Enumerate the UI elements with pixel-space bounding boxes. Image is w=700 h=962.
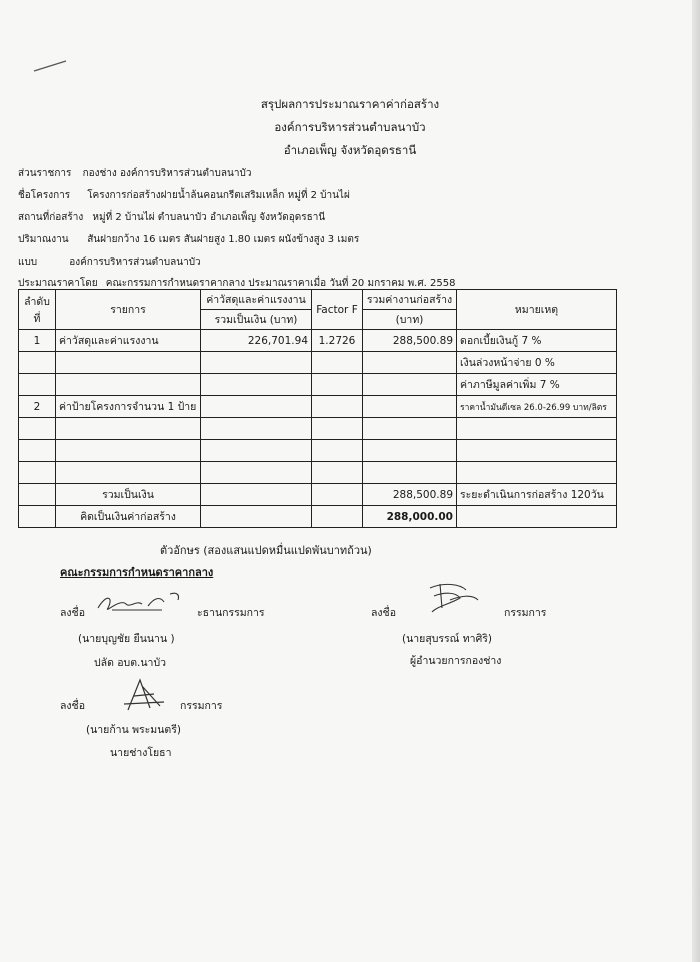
sum-row [19, 484, 617, 506]
cell-no [19, 440, 56, 462]
final-label: คิดเป็นเงินค่าก่อสร้าง [56, 506, 201, 528]
cell-item [56, 374, 201, 396]
cost-summary-table [18, 289, 617, 528]
role-3: กรรมการ [180, 700, 223, 712]
project-line [18, 188, 350, 203]
cell-total: 288,500.89 [363, 330, 457, 352]
name-3: (นายก้าน พระมนตรี) [86, 724, 181, 736]
cell-cost [201, 418, 312, 440]
sum-label: รวมเป็นเงิน [56, 484, 201, 506]
cell-remark: ค่าภาษีมูลค่าเพิ่ม 7 % [457, 374, 617, 396]
header-factor: Factor F [312, 290, 363, 330]
cell-no [19, 374, 56, 396]
design-value: องค์การบริหารส่วนตำบลนาบัว [69, 257, 201, 268]
cell-no [19, 506, 56, 528]
cell-no: 1 [19, 330, 56, 352]
design-label: แบบ [18, 257, 38, 268]
site-line [18, 210, 325, 225]
cell-factor [312, 506, 363, 528]
name-2: (นายสุบรรณ์ ทาศิริ) [402, 633, 492, 645]
sign-label-2: ลงชื่อ [371, 607, 396, 619]
sign-label-1: ลงชื่อ [60, 607, 85, 619]
site-value: หมู่ที่ 2 บ้านไผ่ ตำบลนาบัว อำเภอเพ็ญ จังหวัดอุดรธานี [92, 212, 326, 223]
header-total-2: (บาท) [363, 310, 457, 330]
table-row [19, 418, 617, 440]
agency-label: ส่วนราชการ [18, 168, 72, 179]
cell-no [19, 484, 56, 506]
table-row [19, 330, 617, 352]
cell-cost [201, 440, 312, 462]
cell-no [19, 352, 56, 374]
cell-remark: เงินล่วงหน้าจ่าย 0 % [457, 352, 617, 374]
cell-item [56, 352, 201, 374]
cell-total [363, 418, 457, 440]
cell-remark [457, 418, 617, 440]
cell-cost [201, 484, 312, 506]
cell-remark: ดอกเบี้ยเงินกู้ 7 % [457, 330, 617, 352]
cell-factor [312, 396, 363, 418]
cell-cost [201, 462, 312, 484]
cell-cost [201, 374, 312, 396]
cell-cost [201, 506, 312, 528]
signature-1 [92, 588, 187, 616]
role-2: กรรมการ [504, 607, 547, 619]
header-total-1: รวมค่างานก่อสร้าง [363, 290, 457, 310]
cell-total [363, 352, 457, 374]
final-row [19, 506, 617, 528]
quantity-line [18, 232, 359, 247]
cell-factor [312, 462, 363, 484]
cell-cost [201, 396, 312, 418]
cell-total [363, 462, 457, 484]
cell-cost: 226,701.94 [201, 330, 312, 352]
sign-label-3: ลงชื่อ [60, 700, 85, 712]
header-no: ลำดับที่ [19, 290, 56, 330]
cell-cost [201, 352, 312, 374]
table-row [19, 374, 617, 396]
cell-item [56, 418, 201, 440]
cell-no: 2 [19, 396, 56, 418]
cell-no [19, 462, 56, 484]
sum-remark: ระยะดำเนินการก่อสร้าง 120วัน [457, 484, 617, 506]
position-3: นายช่างโยธา [110, 747, 172, 759]
quantity-label: ปริมาณงาน [18, 234, 69, 245]
estimate-label: ประมาณราคาโดย [18, 278, 98, 289]
cell-factor: 1.2726 [312, 330, 363, 352]
table-row [19, 462, 617, 484]
cell-remark [457, 440, 617, 462]
pen-mark [32, 58, 68, 74]
agency-value: กองช่าง องค์การบริหารส่วนตำบลนาบัว [82, 168, 252, 179]
cell-factor [312, 374, 363, 396]
position-1: ปลัด อบต.นาบัว [94, 657, 167, 669]
site-label: สถานที่ก่อสร้าง [18, 212, 84, 223]
table-row [19, 396, 617, 418]
title-line-3: อำเภอเพ็ญ จังหวัดอุดรธานี [283, 143, 417, 157]
signature-2 [420, 578, 490, 618]
cell-factor [312, 484, 363, 506]
cell-total [363, 374, 457, 396]
header-remark: หมายเหตุ [457, 290, 617, 330]
cell-item: ค่าป้ายโครงการจำนวน 1 ป้าย [56, 396, 201, 418]
cell-factor [312, 352, 363, 374]
table-row [19, 352, 617, 374]
header-cost-1: ค่าวัสดุและค่าแรงงาน [201, 290, 312, 310]
quantity-value: สันฝายกว้าง 16 เมตร สันฝายสูง 1.80 เมตร ผนังข้างสูง 3 เมตร [87, 234, 360, 245]
agency-line [18, 166, 251, 181]
header-cost-2: รวมเป็นเงิน (บาท) [201, 310, 312, 330]
table-header-row [19, 290, 617, 310]
cell-item: ค่าวัสดุและค่าแรงงาน [56, 330, 201, 352]
cell-no [19, 418, 56, 440]
cell-remark [457, 506, 617, 528]
estimate-value: คณะกรรมการกำหนดราคากลาง ประมาณราคาเมื่อ วันที่ 20 มกราคม พ.ศ. 2558 [105, 278, 456, 289]
cell-total [363, 396, 457, 418]
title-line-2: องค์การบริหารส่วนตำบลนาบัว [274, 120, 426, 134]
cell-total [363, 440, 457, 462]
cell-item [56, 462, 201, 484]
design-line [18, 255, 201, 270]
role-1: ะธานกรรมการ [197, 607, 265, 619]
cell-item [56, 440, 201, 462]
sum-total: 288,500.89 [363, 484, 457, 506]
project-value: โครงการก่อสร้างฝายน้ำล้นคอนกรีตเสริมเหล็ก หมู่ที่ 2 บ้านไผ่ [87, 190, 350, 201]
cell-factor [312, 418, 363, 440]
table-row [19, 440, 617, 462]
title-line-1: สรุปผลการประมาณราคาค่าก่อสร้าง [260, 97, 440, 111]
cell-factor [312, 440, 363, 462]
cell-remark [457, 462, 617, 484]
position-2: ผู้อำนวยการกองช่าง [410, 655, 502, 667]
signature-3 [120, 676, 170, 714]
header-item: รายการ [56, 290, 201, 330]
amount-in-words: ตัวอักษร (สองแสนแปดหมื่นแปดพันบาทถ้วน) [160, 544, 372, 557]
project-label: ชื่อโครงการ [18, 190, 71, 201]
committee-title: คณะกรรมการกำหนดราคากลาง [60, 566, 214, 579]
final-total: 288,000.00 [363, 506, 457, 528]
name-1: (นายบุญชัย ยืนนาน ) [78, 633, 175, 645]
cell-remark: ราคาน้ำมันดีเซล 26.0-26.99 บาท/ลิตร [457, 396, 617, 418]
